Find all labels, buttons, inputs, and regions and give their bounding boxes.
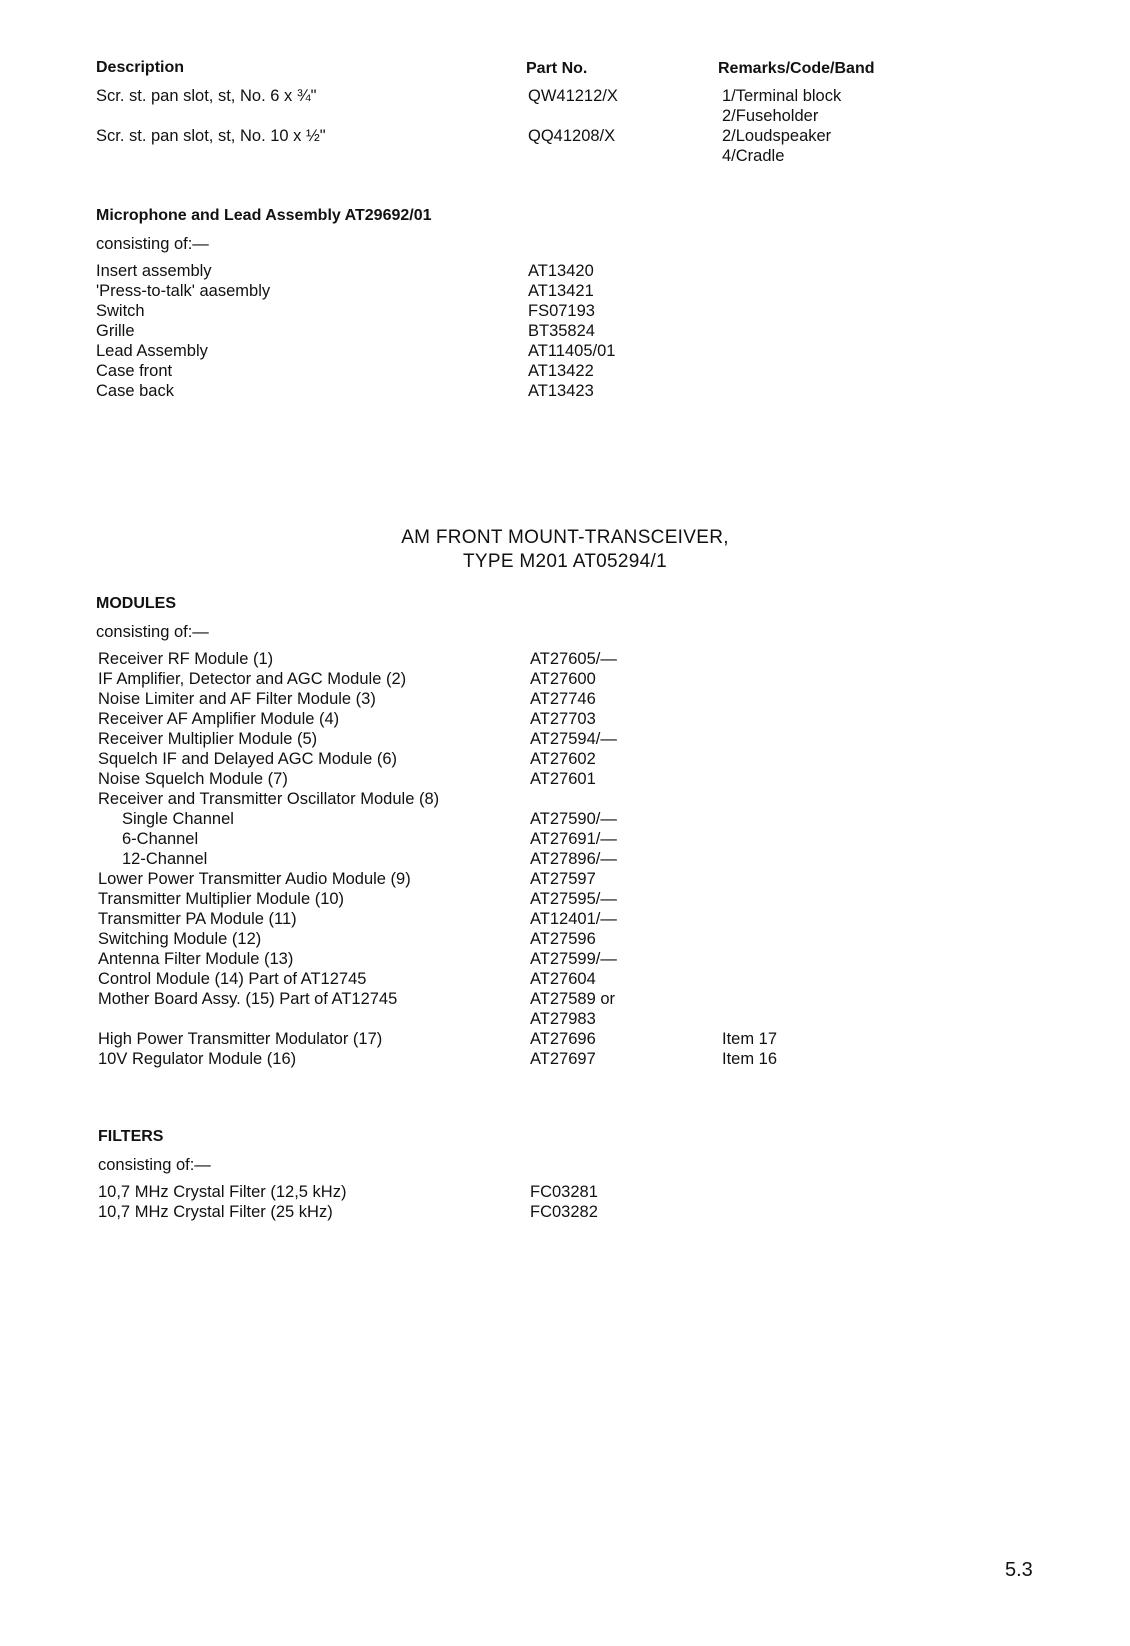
item-part-no: AT27746 [530, 690, 596, 708]
list-item [0, 889, 1130, 909]
item-part-no: AT27600 [530, 670, 596, 688]
list-item [0, 1182, 1130, 1202]
list-item [0, 1049, 1130, 1069]
item-description: 10V Regulator Module (16) [98, 1050, 297, 1068]
item-part-no: AT27983 [530, 1010, 596, 1028]
list-item [0, 729, 1130, 749]
item-description: Control Module (14) Part of AT12745 [98, 970, 367, 988]
item-description: 6-Channel [122, 830, 199, 848]
list-item [0, 1029, 1130, 1049]
item-description: Case back [96, 382, 174, 400]
item-remarks: 4/Cradle [722, 147, 785, 165]
item-description: 'Press-to-talk' aasembly [96, 282, 271, 300]
header-part-no: Part No. [526, 60, 588, 77]
item-description: High Power Transmitter Modulator (17) [98, 1030, 383, 1048]
item-part-no: QW41212/X [528, 87, 618, 105]
item-description: IF Amplifier, Detector and AGC Module (2) [98, 670, 407, 688]
item-description: Lower Power Transmitter Audio Module (9) [98, 870, 411, 888]
item-remarks: 1/Terminal block [722, 87, 842, 105]
list-item [0, 649, 1130, 669]
list-item [0, 949, 1130, 969]
item-part-no: AT27590/— [530, 810, 617, 828]
item-part-no: AT11405/01 [528, 342, 616, 360]
list-item [0, 849, 1130, 869]
item-part-no: AT27596 [530, 930, 596, 948]
item-part-no: AT27595/— [530, 890, 617, 908]
list-item [0, 969, 1130, 989]
item-part-no: FS07193 [528, 302, 595, 320]
item-part-no: AT27589 or [530, 990, 615, 1008]
item-description: Insert assembly [96, 262, 212, 280]
item-description: Grille [96, 322, 135, 340]
modules-title: MODULES [96, 595, 176, 612]
list-item [0, 809, 1130, 829]
item-part-no: AT13421 [528, 282, 594, 300]
page-number: 5.3 [1005, 1559, 1033, 1581]
filters-consisting: consisting of:— [98, 1156, 211, 1174]
list-item [0, 86, 1130, 125]
item-description: Receiver AF Amplifier Module (4) [98, 710, 340, 728]
list-item [0, 769, 1130, 789]
section-heading-line1: AM FRONT MOUNT-TRANSCEIVER, [401, 527, 729, 548]
item-description: Switch [96, 302, 145, 320]
item-part-no: AT27599/— [530, 950, 617, 968]
item-part-no: AT27597 [530, 870, 596, 888]
item-part-no: AT27703 [530, 710, 596, 728]
item-part-no: AT27696 [530, 1030, 596, 1048]
list-item [0, 261, 1130, 281]
item-remarks: Item 16 [722, 1050, 778, 1068]
item-part-no: AT27697 [530, 1050, 596, 1068]
item-description: Scr. st. pan slot, st, No. 6 x ¾" [96, 87, 317, 105]
item-part-no: FC03281 [530, 1183, 598, 1201]
list-item [0, 909, 1130, 929]
item-part-no: AT12401/— [530, 910, 617, 928]
list-item [0, 301, 1130, 321]
item-part-no: AT27601 [530, 770, 596, 788]
item-description: Switching Module (12) [98, 930, 262, 948]
item-part-no: AT13423 [528, 382, 594, 400]
item-description: Receiver and Transmitter Oscillator Module (8) [98, 790, 440, 808]
header-remarks: Remarks/Code/Band [718, 60, 875, 77]
list-item [0, 1202, 1130, 1222]
list-item [0, 829, 1130, 849]
list-item [0, 929, 1130, 949]
item-part-no: AT27605/— [530, 650, 617, 668]
list-item [0, 381, 1130, 401]
list-item [0, 669, 1130, 689]
item-part-no: AT27604 [530, 970, 596, 988]
list-item [0, 709, 1130, 729]
item-description: Single Channel [122, 810, 234, 828]
list-item [0, 789, 1130, 809]
modules-consisting: consisting of:— [96, 623, 209, 641]
item-part-no: AT27691/— [530, 830, 617, 848]
item-description: Lead Assembly [96, 342, 208, 360]
item-part-no: AT27602 [530, 750, 596, 768]
item-part-no: AT13420 [528, 262, 594, 280]
list-item [0, 126, 1130, 165]
item-description: Noise Limiter and AF Filter Module (3) [98, 690, 376, 708]
item-description: Receiver RF Module (1) [98, 650, 274, 668]
item-description: Antenna Filter Module (13) [98, 950, 294, 968]
item-description: 12-Channel [122, 850, 208, 868]
list-item [0, 321, 1130, 341]
item-remarks: 2/Fuseholder [722, 107, 819, 125]
microphone-consisting: consisting of:— [96, 235, 209, 253]
item-description: 10,7 MHz Crystal Filter (25 kHz) [98, 1203, 333, 1221]
item-part-no: AT13422 [528, 362, 594, 380]
item-description: Transmitter Multiplier Module (10) [98, 890, 345, 908]
item-description: Case front [96, 362, 173, 380]
item-description: Scr. st. pan slot, st, No. 10 x ½" [96, 127, 326, 145]
list-item [0, 361, 1130, 381]
list-item [0, 281, 1130, 301]
list-item [0, 749, 1130, 769]
item-description: Mother Board Assy. (15) Part of AT12745 [98, 990, 398, 1008]
item-remarks: 2/Loudspeaker [722, 127, 832, 145]
list-item [0, 341, 1130, 361]
list-item [0, 989, 1130, 1009]
item-description: Squelch IF and Delayed AGC Module (6) [98, 750, 397, 768]
list-item [0, 689, 1130, 709]
item-part-no: AT27594/— [530, 730, 617, 748]
list-item [0, 1009, 1130, 1029]
item-part-no: BT35824 [528, 322, 595, 340]
item-remarks: Item 17 [722, 1030, 778, 1048]
header-description: Description [96, 59, 185, 76]
microphone-title: Microphone and Lead Assembly AT29692/01 [96, 207, 432, 224]
section-heading-line2: TYPE M201 AT05294/1 [463, 551, 667, 572]
item-description: Receiver Multiplier Module (5) [98, 730, 318, 748]
item-part-no: AT27896/— [530, 850, 617, 868]
item-description: Transmitter PA Module (11) [98, 910, 297, 928]
list-item [0, 869, 1130, 889]
item-description: 10,7 MHz Crystal Filter (12,5 kHz) [98, 1183, 347, 1201]
item-part-no: FC03282 [530, 1203, 598, 1221]
item-description: Noise Squelch Module (7) [98, 770, 288, 788]
item-part-no: QQ41208/X [528, 127, 616, 145]
filters-title: FILTERS [98, 1128, 164, 1145]
